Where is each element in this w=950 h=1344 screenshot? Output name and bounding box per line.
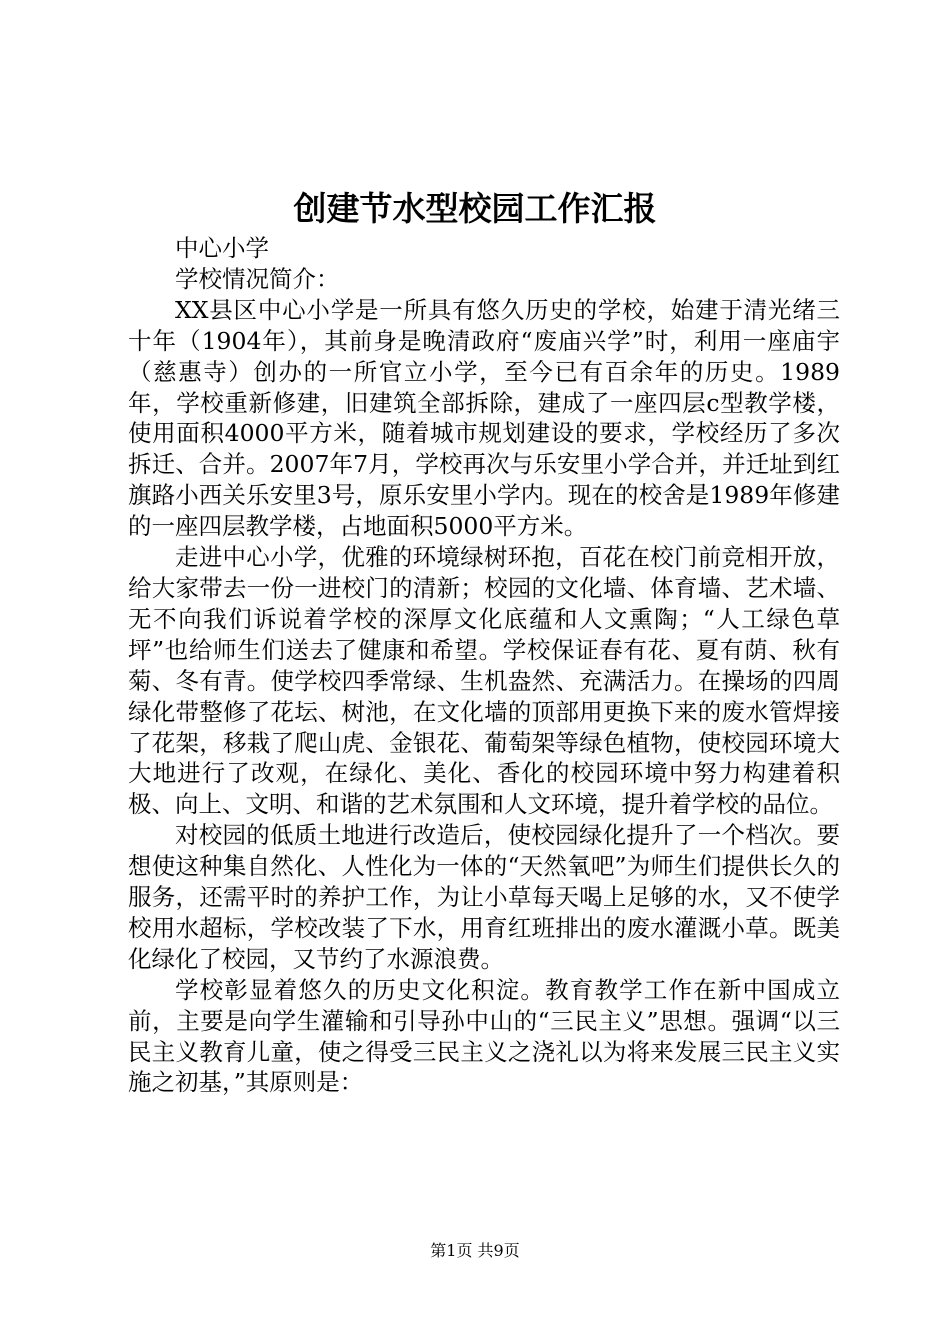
paragraph-3: 对校园的低质土地进行改造后，使校园绿化提升了一个档次。要想使这种集自然化、人性化为一体的“天然氧吧”为师生们提供长久的服务，还需平时的养护工作，为让小草每天喝上足够的水，又不使学校用水超标，学校改装了下水，用育红班排出的废水灌溉小草。既美化绿化了校园，又节约了水源浪费。 xyxy=(128,821,840,973)
page-footer xyxy=(0,1240,950,1262)
document-title: 创建节水型校园工作汇报 xyxy=(293,189,657,228)
paragraph-2: 走进中心小学，优雅的环境绿树环抱，百花在校门前竞相开放，给大家带去一份一进校门的清新；校园的文化墙、体育墙、艺术墙、无不向我们诉说着学校的深厚文化底蕴和人文熏陶；“人工绿色草坪”也给师生们送去了健康和希望。学校保证春有花、夏有荫、秋有菊、冬有青。使学校四季常绿、生机盎然、充满活力。在操场的四周绿化带整修了花坛、树池，在文化墙的顶部用更换下来的废水管焊接了花架，移栽了爬山虎、金银花、葡萄架等绿色植物，使校园环境大大地进行了改观，在绿化、美化、香化的校园环境中努力构建着积极、向上、文明、和谐的艺术氛围和人文环境，提升着学校的品位。 xyxy=(128,543,840,819)
document-body xyxy=(128,233,840,1098)
section-heading: 学校情况简介： xyxy=(175,264,340,293)
paragraph-4: 学校彰显着悠久的历史文化积淀。教育教学工作在新中国成立前，主要是向学生灌输和引导孙中山的“三民主义”思想。强调“以三民主义教育儿童，使之得受三民主义之浇礼以为将来发展三民主义实施之初基，”其原则是： xyxy=(128,975,840,1097)
page-indicator: 第1页 共9页 xyxy=(430,1241,520,1260)
author-line: 中心小学 xyxy=(175,234,269,262)
paragraph-1: XX县区中心小学是一所具有悠久历史的学校，始建于清光绪三十年（1904年），其前身是晚清政府“废庙兴学”时，利用一座庙宇（慈惠寺）创办的一所官立小学，至今已有百余年的历史。1989年，学校重新修建，旧建筑全部拆除，建成了一座四层c型教学楼，使用面积4000平方米，随着城市规划建设的要求，学校经历了多次拆迁、合并。2007年7月，学校再次与乐安里小学合并，并迁址到红旗路小西关乐安里3号，原乐安里小学内。现在的校舍是1989年修建的一座四层教学楼，占地面积5000平方米。 xyxy=(128,295,840,541)
